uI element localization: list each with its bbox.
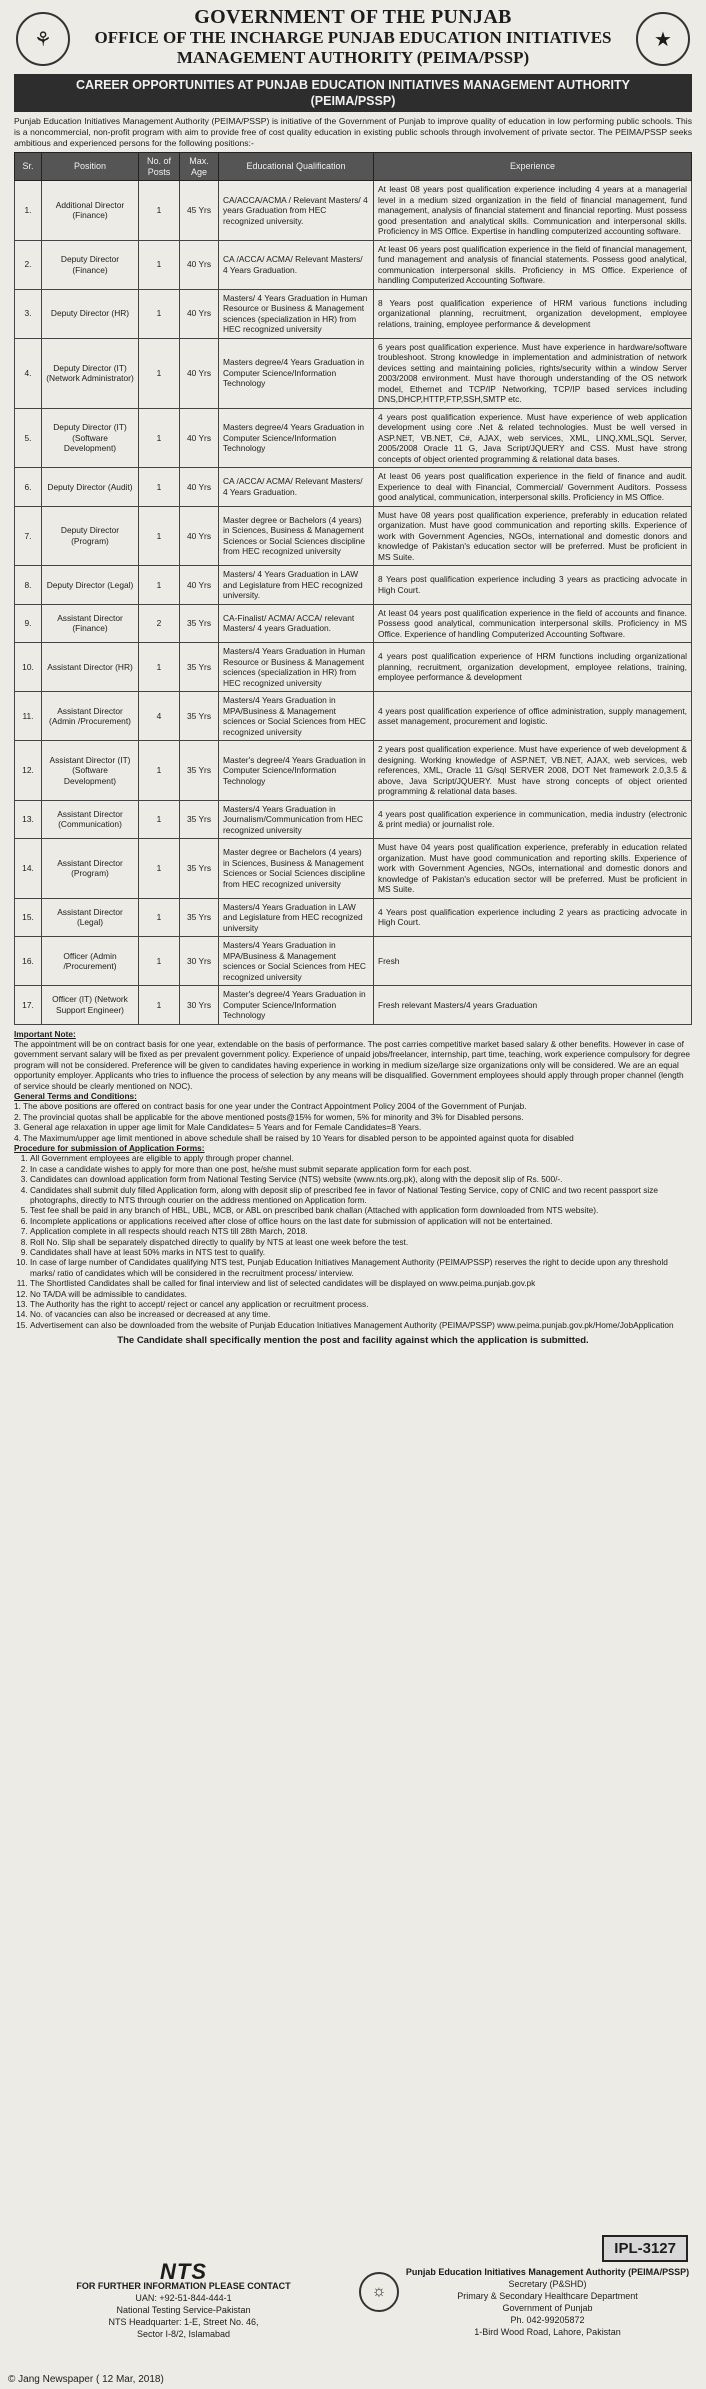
row-sr: 12. bbox=[15, 741, 42, 801]
row-position: Officer (IT) (Network Support Engineer) bbox=[42, 986, 139, 1025]
row-posts: 1 bbox=[139, 240, 180, 289]
row-age: 35 Yrs bbox=[180, 643, 219, 692]
header-position: Position bbox=[42, 153, 139, 181]
important-note-text: The appointment will be on contract basis for one year, extendable on the basis of performance. The post carries competitive market based salary & other benefits. However in case of government servant salary will be fixed as per prevalent government policy. Experience of unpaid jobs/freelancer, internship, part time, teaching, work experience compulsory for degree program will not be considered. Preference will be given to candidates having experience in working in medium size/large size organizations only will be considered. We are an equal opportunity employer. Applicants who tries to influence the process of selection by any means will be disqualified. Government employees should apply through proper channel (length of service should be clearly mentioned on NOC). bbox=[14, 1038, 690, 1091]
row-posts: 1 bbox=[139, 986, 180, 1025]
row-sr: 9. bbox=[15, 604, 42, 643]
terms-heading: General Terms and Conditions: bbox=[14, 1090, 137, 1101]
row-qualification: Masters/4 Years Graduation in MPA/Business & Management sciences or Social Sciences from HEC recognized university bbox=[219, 937, 374, 986]
contact-address-2: Sector I-8/2, Islamabad bbox=[136, 2329, 231, 2339]
row-position: Assistant Director (Finance) bbox=[42, 604, 139, 643]
row-experience: 4 Years post qualification experience including 2 years as practicing advocate in High Court. bbox=[374, 898, 692, 937]
authority-name: Punjab Education Initiatives Management Authority (PEIMA/PSSP) bbox=[405, 2267, 690, 2277]
newspaper-credit: © Jang Newspaper ( 12 Mar, 2018) bbox=[8, 2374, 164, 2385]
procedure-item: 4. Candidates shall submit duly filled Application form, along with deposit slip of prescribed fee in favor of National Testing Service, copy of CNIC and two recent passport size photographs, directly to NTS through courier on the address mentioned on Application form. bbox=[30, 1185, 692, 1206]
row-position: Deputy Director (Legal) bbox=[42, 566, 139, 605]
row-experience: At least 04 years post qualification experience in the field of accounts and finance. Possess good analytical, communication interpersonal skills. Proficiency in MS Office. Experience of handling Computerized Accounting Software. bbox=[374, 604, 692, 643]
row-position: Deputy Director (Audit) bbox=[42, 468, 139, 507]
table-row bbox=[15, 289, 692, 338]
row-sr: 11. bbox=[15, 692, 42, 741]
row-qualification: Masters/4 Years Graduation in LAW and Legislature from HEC recognized university bbox=[219, 898, 374, 937]
row-sr: 17. bbox=[15, 986, 42, 1025]
government-title: GOVERNMENT OF THE PUNJAB bbox=[194, 6, 512, 28]
row-posts: 1 bbox=[139, 839, 180, 899]
row-age: 40 Yrs bbox=[180, 289, 219, 338]
banner-line-1: CAREER OPPORTUNITIES AT PUNJAB EDUCATION INITIATIVES MANAGEMENT AUTHORITY bbox=[76, 78, 630, 92]
header-age: Max. Age bbox=[180, 153, 219, 181]
row-qualification: Masters/4 Years Graduation in Human Resource or Business & Management sciences (specialization in HR) from HEC recognized university bbox=[219, 643, 374, 692]
table-header-row bbox=[15, 153, 692, 181]
procedure-item: 6. Incomplete applications or applications received after close of office hours on the last date for submission of application will not be entertained. bbox=[30, 1216, 692, 1226]
authority-address: 1-Bird Wood Road, Lahore, Pakistan bbox=[474, 2327, 621, 2337]
row-sr: 16. bbox=[15, 937, 42, 986]
header-qualification: Educational Qualification bbox=[219, 153, 374, 181]
table-row bbox=[15, 937, 692, 986]
government-seal-icon: ☼ bbox=[359, 2272, 399, 2312]
row-qualification: Master degree or Bachelors (4 years) in Sciences, Business & Management Sciences or Social Sciences discipline from HEC recognized university bbox=[219, 506, 374, 566]
row-posts: 1 bbox=[139, 289, 180, 338]
terms-item: 4. The Maximum/upper age limit mentioned in above schedule shall be raised by 10 Years for disabled person to be appointed against quota for disabled bbox=[14, 1132, 574, 1143]
table-row bbox=[15, 240, 692, 289]
contact-heading: FOR FURTHER INFORMATION PLEASE CONTACT bbox=[76, 2281, 291, 2291]
row-posts: 1 bbox=[139, 408, 180, 468]
row-experience: Fresh bbox=[374, 937, 692, 986]
terms-item: 1. The above positions are offered on contract basis for one year under the Contract Appointment Policy 2004 of the Government of Punjab. bbox=[14, 1101, 527, 1112]
header-experience: Experience bbox=[374, 153, 692, 181]
authority-secretary: Secretary (P&SHD) bbox=[508, 2279, 587, 2289]
row-posts: 1 bbox=[139, 643, 180, 692]
row-experience: Fresh relevant Masters/4 years Graduation bbox=[374, 986, 692, 1025]
row-position: Deputy Director (IT) (Software Development) bbox=[42, 408, 139, 468]
row-posts: 4 bbox=[139, 692, 180, 741]
row-age: 40 Yrs bbox=[180, 338, 219, 408]
row-qualification: Masters degree/4 Years Graduation in Computer Science/Information Technology bbox=[219, 338, 374, 408]
table-row bbox=[15, 181, 692, 241]
row-age: 35 Yrs bbox=[180, 741, 219, 801]
row-sr: 5. bbox=[15, 408, 42, 468]
row-experience: At least 08 years post qualification experience including 4 years at a managerial level in a medium sized organization in the field of financial management, fund management, analysis of financial statement and financial reporting. Must possess good presentation and analytical skills. Communication and interpersonal skills. Proficiency in MS Office. Expertise in handling computerized accounting software. bbox=[374, 181, 692, 241]
terms-list bbox=[14, 1101, 692, 1143]
row-experience: 6 years post qualification experience. Must have experience in hardware/software troubleshoot. Strong knowledge in implementation and administration of network devices setting and maintaining policies, rights/security within a window Server 2003/2008 environment. Must have thorough understanding of the OS network model, Ethernet and TCP/IP Networking, TCP/IP based services including DNS,DHCP,HTTP,FTP,SSH,SMTP etc. bbox=[374, 338, 692, 408]
header bbox=[14, 6, 692, 68]
procedure-item: 1. All Government employees are eligible to apply through proper channel. bbox=[30, 1153, 692, 1163]
procedure-item: 9. Candidates shall have at least 50% marks in NTS test to qualify. bbox=[30, 1247, 692, 1257]
table-row bbox=[15, 741, 692, 801]
procedure-item: 2. In case a candidate wishes to apply for more than one post, he/she must submit separate application form for each post. bbox=[30, 1164, 692, 1174]
row-position: Assistant Director (IT) (Software Development) bbox=[42, 741, 139, 801]
row-posts: 1 bbox=[139, 566, 180, 605]
terms-item: 2. The provincial quotas shall be applicable for the above mentioned posts@15% for women, 5% for minority and 3% for Disabled persons. bbox=[14, 1111, 524, 1122]
table-row bbox=[15, 604, 692, 643]
procedure-item: 13. The Authority has the right to accept/ reject or cancel any application or recruitment process. bbox=[30, 1299, 692, 1309]
authority-contact-block bbox=[353, 2266, 692, 2374]
row-position: Assistant Director (Admin /Procurement) bbox=[42, 692, 139, 741]
table-row bbox=[15, 986, 692, 1025]
row-posts: 1 bbox=[139, 181, 180, 241]
office-title: OFFICE OF THE INCHARGE PUNJAB EDUCATION INITIATIVES bbox=[94, 28, 612, 47]
row-sr: 7. bbox=[15, 506, 42, 566]
row-age: 35 Yrs bbox=[180, 800, 219, 839]
procedure-item: 14. No. of vacancies can also be increased or decreased at any time. bbox=[30, 1309, 692, 1319]
table-row bbox=[15, 338, 692, 408]
table-row bbox=[15, 408, 692, 468]
header-sr: Sr. bbox=[15, 153, 42, 181]
row-age: 30 Yrs bbox=[180, 986, 219, 1025]
procedure-item: 15. Advertisement can also be downloaded from the website of Punjab Education Initiatives Management Authority (PEIMA/PSSP) www.peima.punjab.gov.pk/Home/JobApplication bbox=[30, 1320, 692, 1330]
row-experience: 2 years post qualification experience. Must have experience of web development & designing. Working knowledge of ASP.NET, VB.NET, AJAX, web services, web references, XML, Oracle 11 G/sql SERVER 2008, DOT Net framework 2.0,3.5 & above, Java Script/JQUERY. Must have strong concepts of object oriented programming & relational data bases. bbox=[374, 741, 692, 801]
procedure-heading: Procedure for submission of Application Forms: bbox=[14, 1142, 205, 1153]
table-row bbox=[15, 898, 692, 937]
row-position: Assistant Director (Legal) bbox=[42, 898, 139, 937]
row-age: 40 Yrs bbox=[180, 468, 219, 507]
row-qualification: Masters/ 4 Years Graduation in LAW and Legislature from HEC recognized university. bbox=[219, 566, 374, 605]
row-qualification: Masters/ 4 Years Graduation in Human Resource or Business & Management sciences (specialization in HR) from HEC recognized university bbox=[219, 289, 374, 338]
important-note-heading: Important Note: bbox=[14, 1028, 76, 1039]
contact-org: National Testing Service-Pakistan bbox=[116, 2305, 251, 2315]
authority-phone: Ph. 042-99205872 bbox=[510, 2315, 585, 2325]
row-sr: 3. bbox=[15, 289, 42, 338]
row-experience: 4 years post qualification experience of HRM functions including organizational planning, recruitment, organization development, employee relations, training, employee performance & development bbox=[374, 643, 692, 692]
row-age: 35 Yrs bbox=[180, 898, 219, 937]
row-position: Deputy Director (HR) bbox=[42, 289, 139, 338]
career-banner bbox=[14, 74, 692, 112]
row-position: Deputy Director (Program) bbox=[42, 506, 139, 566]
row-position: Assistant Director (HR) bbox=[42, 643, 139, 692]
table-row bbox=[15, 692, 692, 741]
nts-logo: NTS bbox=[160, 2259, 207, 2284]
row-position: Deputy Director (Finance) bbox=[42, 240, 139, 289]
row-experience: Must have 04 years post qualification experience, preferably in education related organization. Must have good communication and reporting skills. Experience of work with Government Agencies, NGOs, international and domestic donors and knowledge of Pakistan's education sector will be preferred. Must be proficient in MS Suite. bbox=[374, 839, 692, 899]
row-posts: 1 bbox=[139, 937, 180, 986]
row-age: 30 Yrs bbox=[180, 937, 219, 986]
authority-government: Government of Punjab bbox=[502, 2303, 593, 2313]
row-experience: 8 Years post qualification experience of HRM various functions including organizational planning, recruitment, organization development, employee relations, training, employee performance & development bbox=[374, 289, 692, 338]
row-position: Deputy Director (IT) (Network Administrator) bbox=[42, 338, 139, 408]
row-posts: 1 bbox=[139, 468, 180, 507]
row-posts: 1 bbox=[139, 741, 180, 801]
row-sr: 13. bbox=[15, 800, 42, 839]
procedure-item: 8. Roll No. Slip shall be separately dispatched directly to qualify by NTS at least one week before the test. bbox=[30, 1237, 692, 1247]
row-sr: 6. bbox=[15, 468, 42, 507]
ipl-number: IPL-3127 bbox=[602, 2235, 688, 2262]
mention-post-note: The Candidate shall specifically mention the post and facility against which the application is submitted. bbox=[117, 1335, 589, 1347]
row-qualification: Master's degree/4 Years Graduation in Computer Science/Information Technology bbox=[219, 986, 374, 1025]
table-row bbox=[15, 800, 692, 839]
footer bbox=[14, 2259, 692, 2374]
table-row bbox=[15, 468, 692, 507]
row-age: 35 Yrs bbox=[180, 692, 219, 741]
row-posts: 1 bbox=[139, 338, 180, 408]
row-position: Officer (Admin /Procurement) bbox=[42, 937, 139, 986]
row-posts: 1 bbox=[139, 898, 180, 937]
procedure-item: 3. Candidates can download application form from National Testing Service (NTS) website (www.nts.org.pk), along with the deposit slip of Rs. 500/-. bbox=[30, 1174, 692, 1184]
row-qualification: Masters/4 Years Graduation in MPA/Business & Management sciences or Social Sciences from HEC recognized university bbox=[219, 692, 374, 741]
row-sr: 2. bbox=[15, 240, 42, 289]
table-row bbox=[15, 839, 692, 899]
procedure-item: 10. In case of large number of Candidates qualifying NTS test, Punjab Education Initiatives Management Authority (PEIMA/PSSP) reserves the right to decide upon any threshold marks/ ratio of candidates which will be considered in the recruitment process/ interview. bbox=[30, 1257, 692, 1278]
row-sr: 10. bbox=[15, 643, 42, 692]
row-experience: 4 years post qualification experience. Must have experience of web application development using core .Net & related technologies. Must be well versed in ASP.NET, VB.NET, C#, AJAX, web services, XML, LINQ,XML,SQL Server, 2005/2008 Oracle 11 G, Java Script/JQUERY and CSS. Must have strong concepts of object oriented programming & relational data bases. bbox=[374, 408, 692, 468]
punjab-emblem-icon: ⚘ bbox=[16, 12, 70, 66]
row-qualification: CA /ACCA/ ACMA/ Relevant Masters/ 4 Years Graduation. bbox=[219, 468, 374, 507]
procedure-item: 7. Application complete in all respects should reach NTS till 28th March, 2018. bbox=[30, 1226, 692, 1236]
row-posts: 1 bbox=[139, 800, 180, 839]
table-row bbox=[15, 566, 692, 605]
authority-department: Primary & Secondary Healthcare Department bbox=[457, 2291, 638, 2301]
table-row bbox=[15, 506, 692, 566]
row-sr: 8. bbox=[15, 566, 42, 605]
table-row bbox=[15, 643, 692, 692]
procedure-item: 11. The Shortlisted Candidates shall be called for final interview and list of selected candidates will be displayed on www.peima.punjab.gov.pk bbox=[30, 1278, 692, 1288]
row-age: 35 Yrs bbox=[180, 839, 219, 899]
row-age: 40 Yrs bbox=[180, 566, 219, 605]
positions-table bbox=[14, 152, 692, 1025]
row-posts: 1 bbox=[139, 506, 180, 566]
row-experience: At least 06 years post qualification experience in the field of finance and audit. Experience to deal with Financial, Commercial/ Government Auditors. Possess good analytical, communication, interpersonal skills. Proficiency in MS Office. bbox=[374, 468, 692, 507]
row-qualification: Master's degree/4 Years Graduation in Computer Science/Information Technology bbox=[219, 741, 374, 801]
header-posts: No. of Posts bbox=[139, 153, 180, 181]
row-experience: 8 Years post qualification experience including 3 years as practicing advocate in High Court. bbox=[374, 566, 692, 605]
row-qualification: Master degree or Bachelors (4 years) in Sciences, Business & Management Sciences or Social Sciences discipline from HEC recognized university bbox=[219, 839, 374, 899]
row-experience: At least 06 years post qualification experience in the field of financial management, fund management and analysis of financial statements. Possess good analytical, communication interpersonal skills. Proficiency in MS Office. Experience of handling Computerized Accounting Software. bbox=[374, 240, 692, 289]
row-experience: 4 years post qualification experience of office administration, supply management, asset management, procurement and logistic. bbox=[374, 692, 692, 741]
row-sr: 14. bbox=[15, 839, 42, 899]
row-qualification: Masters degree/4 Years Graduation in Computer Science/Information Technology bbox=[219, 408, 374, 468]
procedure-item: 12. No TA/DA will be admissible to candidates. bbox=[30, 1289, 692, 1299]
nts-contact-block bbox=[14, 2259, 353, 2374]
row-age: 40 Yrs bbox=[180, 240, 219, 289]
contact-address-1: NTS Headquarter: 1-E, Street No. 46, bbox=[108, 2317, 259, 2327]
procedure-list bbox=[14, 1153, 692, 1330]
row-qualification: Masters/4 Years Graduation in Journalism/Communication from HEC recognized university bbox=[219, 800, 374, 839]
row-sr: 1. bbox=[15, 181, 42, 241]
contact-uan: UAN: +92-51-844-444-1 bbox=[135, 2293, 232, 2303]
row-experience: Must have 08 years post qualification experience, preferably in education related organization. Must have good communication and reporting skills. Experience of work with Government Agencies, NGOs, international and domestic donors and knowledge of Pakistan's education sector will be preferred. Must be proficient in MS Suite. bbox=[374, 506, 692, 566]
terms-item: 3. General age relaxation in upper age limit for Male Candidates= 5 Years and for Female Candidates=8 Years. bbox=[14, 1122, 422, 1133]
banner-line-2: (PEIMA/PSSP) bbox=[310, 94, 396, 108]
row-posts: 2 bbox=[139, 604, 180, 643]
authority-title: MANAGEMENT AUTHORITY (PEIMA/PSSP) bbox=[176, 48, 530, 67]
row-position: Additional Director (Finance) bbox=[42, 181, 139, 241]
row-qualification: CA-Finalist/ ACMA/ ACCA/ relevant Masters/ 4 years Graduation. bbox=[219, 604, 374, 643]
row-position: Assistant Director (Communication) bbox=[42, 800, 139, 839]
row-qualification: CA /ACCA/ ACMA/ Relevant Masters/ 4 Years Graduation. bbox=[219, 240, 374, 289]
notes-section bbox=[14, 1029, 692, 1347]
row-experience: 4 years post qualification experience in communication, media industry (electronic & print media) or journalist role. bbox=[374, 800, 692, 839]
procedure-item: 5. Test fee shall be paid in any branch of HBL, UBL, MCB, or ABL on prescribed bank challan (Attached with application form downloaded from NTS website). bbox=[30, 1205, 692, 1215]
intro-paragraph: Punjab Education Initiatives Management Authority (PEIMA/PSSP) is initiative of the Government of Punjab to improve quality of education in low performing public schools. This is a noncommercial, non-profit program with aim to provide free of cost quality education in existing public schools through involvement of private sector. The PEIMA/PSSP seeks ambitious and experienced persons for the following positions:- bbox=[14, 116, 692, 148]
row-age: 40 Yrs bbox=[180, 408, 219, 468]
row-age: 45 Yrs bbox=[180, 181, 219, 241]
peima-emblem-icon: ★ bbox=[636, 12, 690, 66]
row-age: 35 Yrs bbox=[180, 604, 219, 643]
row-position: Assistant Director (Program) bbox=[42, 839, 139, 899]
row-age: 40 Yrs bbox=[180, 506, 219, 566]
row-sr: 4. bbox=[15, 338, 42, 408]
row-sr: 15. bbox=[15, 898, 42, 937]
row-qualification: CA/ACCA/ACMA / Relevant Masters/ 4 years Graduation from HEC recognized university. bbox=[219, 181, 374, 241]
